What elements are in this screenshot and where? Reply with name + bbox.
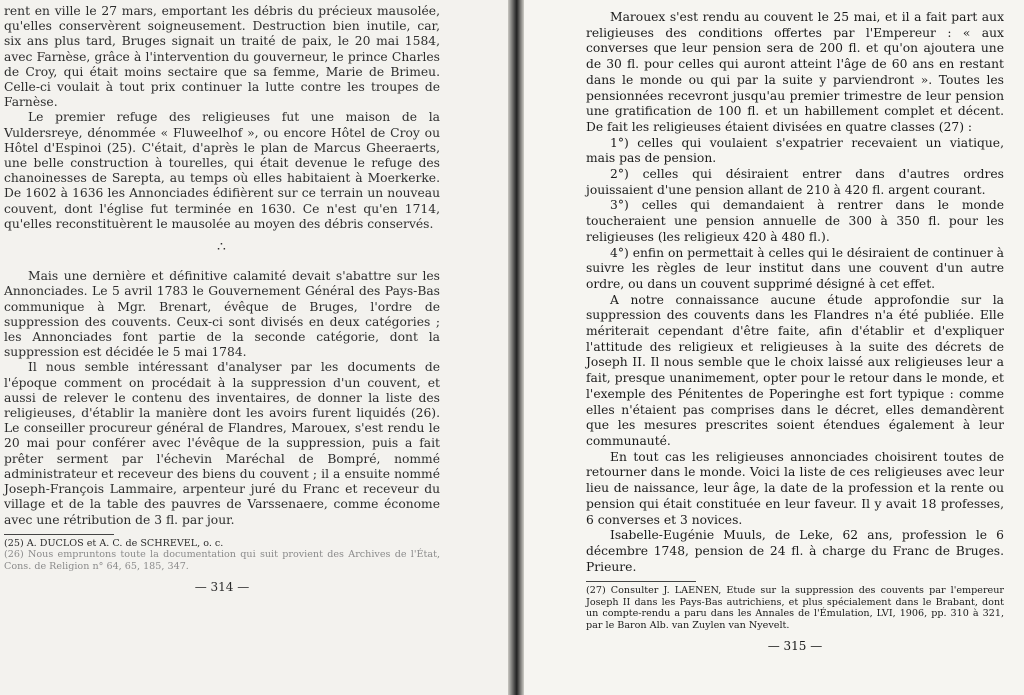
page-number: — 315 — bbox=[767, 638, 823, 653]
list-entry-1: Isabelle-Eugénie Muuls, de Leke, 62 ans, profession le 6 décembre 1748, pension de 24 fl. à charge du Franc de Bruges. Prieure. bbox=[586, 528, 1004, 574]
footnote-25: (25) A. DUCLOS et A. C. de SCHREVEL, o. c. bbox=[4, 537, 224, 549]
footnote-rule bbox=[586, 581, 696, 582]
footnote-rule bbox=[4, 534, 114, 535]
intro-paragraph: Marouex s'est rendu au couvent le 25 mai, et il a fait part aux religieuses des conditions offertes par l'Empereur : « aux converses que leur pension sera de 200 fl. et qu'on ajoutera une de 30 fl. pour celles qui auront atteint l'âge de 60 ans en restant dans le monde ou qui par la suite y parviendront ». Toutes les pensionnées recevront jusqu'au premier trimestre de leur pension une gratification de 100 fl. et un habillement complet et décent. De fait les religieuses étaient divisées en quatre classes (27) : bbox=[586, 10, 1004, 134]
top-paragraph: rent en ville le 27 mars, emportant les débris du précieux mausolée, qu'elles conservèrent soigneusement. Destruction bien inutile, car, six ans plus tard, Bruges signait un traité de paix, le 20 mai 1584, avec Farnèse, grâce à l'intervention du gouverneur, le prince Charles de Croy, qui était moins sectaire que sa femme, Marie de Brimeu. Celle-ci voulait à tout prix continuer la lutte contre les troupes de Farnèse. bbox=[4, 4, 440, 110]
class-item-4: 4°) enfin on permettait à celles qui le désiraient de continuer à suivre les règles de leur institut dans une couvent d'un autre ordre, ou dans un couvent supprimé désigné à cet effet. bbox=[586, 245, 1004, 291]
class-item-1: 1°) celles qui voulaient s'expatrier recevaient un viatique, mais pas de pension. bbox=[586, 135, 1004, 166]
book-gutter bbox=[508, 0, 524, 695]
analysis-paragraph: Il nous semble intéressant d'analyser par les documents de l'époque comment on procédait à la suppression d'un couvent, et aussi de relever le contenu des inventaires, de donner la liste des religieuses, d'établir la manière dont les avoirs furent liquidés (26). Le conseiller procureur général de Flandres, Marouex, s'est rendu le 20 mai pour conférer avec l'évêque de la suppression, puis a fait prêter serment par l'échevin Maréchal de Bompré, nommé administrateur et receveur des biens du couvent ; il a ensuite nommé Joseph-François Lammaire, arpenteur juré du Franc et receveur du village et de la table des pauvres de Varssenaere, comme économe avec une rétribution de 3 fl. par jour. bbox=[4, 360, 440, 527]
study-paragraph: A notre connaissance aucune étude approfondie sur la suppression des couvents dans les Flandres n'a été publiée. Elle mériterait cependant d'être faite, afin d'établir et d'expliquer l'attitude des religieux et religieuses à la suite des décrets de Joseph II. Il nous semble que le choix laissé aux religieuses leur a fait, presque unanimement, opter pour le retour dans le monde, et l'exemple des Pénitentes de Poperinghe est fort typique : comme elles n'étaient pas comprises dans le décret, elles demandèrent que les mesures prescrites soient étendues également à leur communauté. bbox=[586, 292, 1004, 448]
right-page-text bbox=[586, 10, 1004, 655]
refuge-paragraph: Le premier refuge des religieuses fut une maison de la Vuldersreye, dénommée « Fluweelhof », ou encore Hôtel de Croy ou Hôtel d'Espinoi (25). C'était, d'après le plan de Marcus Gheeraerts, une belle construction à tourelles, qui était devenue le refuge des chanoinesses de Sarepta, au temps où elles habitaient à Moerkerke. De 1602 à 1636 les Annonciades édifièrent sur ce terrain un nouveau couvent, dont l'église fut terminée en 1630. Ce n'est qu'en 1714, qu'elles reconstituèrent le mausolée au moyen des débris conservés. bbox=[4, 110, 440, 231]
footnote-27: (27) Consulter J. LAENEN, Etude sur la suppression des couvents par l'empereur Joseph II dans les Pays-Bas autrichiens, et plus spécialement dans le Brabant, dont un compte-rendu a paru dans les Annales de l'Émulation, LVI, 1906, pp. 310 à 321, par le Baron Alb. van Zuylen van Nyevelt. bbox=[586, 585, 1004, 631]
class-item-3: 3°) celles qui demandaient à rentrer dans le monde toucheraient une pension annuelle de 300 à 350 fl. pour les religieuses (les religieux 420 à 480 fl.). bbox=[586, 198, 1004, 244]
choice-paragraph: En tout cas les religieuses annonciades choisirent toutes de retourner dans le monde. Voici la liste de ces religieuses avec leur lieu de naissance, leur âge, la date de la profession et la rente ou pension qui était constituée en leur faveur. Il y avait 18 professes, 6 converses et 3 novices. bbox=[586, 449, 1004, 527]
left-page bbox=[0, 0, 508, 695]
left-page-text bbox=[4, 4, 440, 595]
right-page bbox=[524, 0, 1024, 695]
section-separator: ∴ bbox=[217, 239, 227, 256]
class-item-2: 2°) celles qui désiraient entrer dans d'autres ordres jouissaient d'une pension allant de 210 à 420 fl. argent courant. bbox=[586, 167, 1004, 197]
footnote-26: (26) Nous empruntons toute la documentation qui suit provient des Archives de l'État, Cons. de Religion n° 64, 65, 185, 347. bbox=[4, 549, 440, 572]
calamity-paragraph: Mais une dernière et définitive calamité devait s'abattre sur les Annonciades. Le 5 avril 1783 le Gouvernement Général des Pays-Bas communique à Mgr. Brenart, évêque de Bruges, l'ordre de suppression des couvents. Ceux-ci sont divisés en deux catégories ; les Annonciades font partie de la seconde catégorie, dont la suppression est décidée le 5 mai 1784. bbox=[4, 269, 440, 360]
page-number: — 314 — bbox=[194, 579, 250, 594]
